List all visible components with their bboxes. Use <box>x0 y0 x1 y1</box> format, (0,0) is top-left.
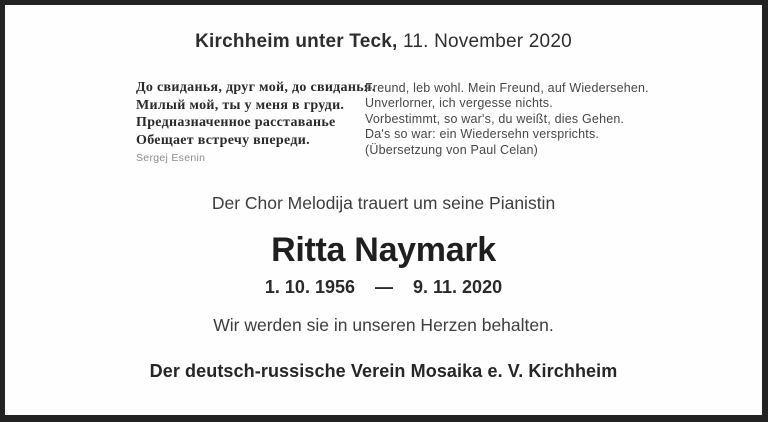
dateline <box>5 31 762 53</box>
poem-german <box>365 81 649 158</box>
life-dates <box>5 277 762 298</box>
deceased-name: Ritta Naymark <box>271 231 496 269</box>
poem-translation-credit: (Übersetzung von Paul Celan) <box>365 142 539 157</box>
farewell-line: Wir werden sie in unseren Herzen behalten. <box>213 315 554 335</box>
dateline-place: Kirchheim unter Teck, <box>195 31 398 52</box>
dates-separator: — <box>375 277 393 297</box>
death-date: 9. 11. 2020 <box>413 277 503 297</box>
mourning-statement: Der Chor Melodija trauert um seine Pianistin <box>211 193 556 213</box>
birth-date: 1. 10. 1956 <box>264 277 355 297</box>
poem-russian-line-4: Обещает встречу впереди. <box>136 132 310 148</box>
poem-german-line-2: Unverlorner, ich vergesse nichts. <box>365 96 553 111</box>
poem-german-line-4: Da's so war: ein Wiedersehn versprichts. <box>365 127 600 142</box>
poem-german-line-3: Vorbestimmt, so war's, du weißt, dies Gehen. <box>365 111 625 126</box>
poem-russian <box>136 79 376 165</box>
poem-author: Sergej Esenin <box>136 152 206 164</box>
association-signature: Der deutsch-russische Verein Mosaika e. V. Kirchheim <box>149 361 618 381</box>
poem-german-line-1: Freund, leb wohl. Mein Freund, auf Wiedersehen. <box>365 81 649 95</box>
poem-russian-line-3: Предназначенное расставанье <box>136 115 336 130</box>
poem-russian-line-1: До свиданья, друг мой, до свиданья. <box>136 80 376 95</box>
dateline-date: 11. November 2020 <box>402 31 572 52</box>
poem-russian-line-2: Милый мой, ты у меня в груди. <box>136 97 345 113</box>
